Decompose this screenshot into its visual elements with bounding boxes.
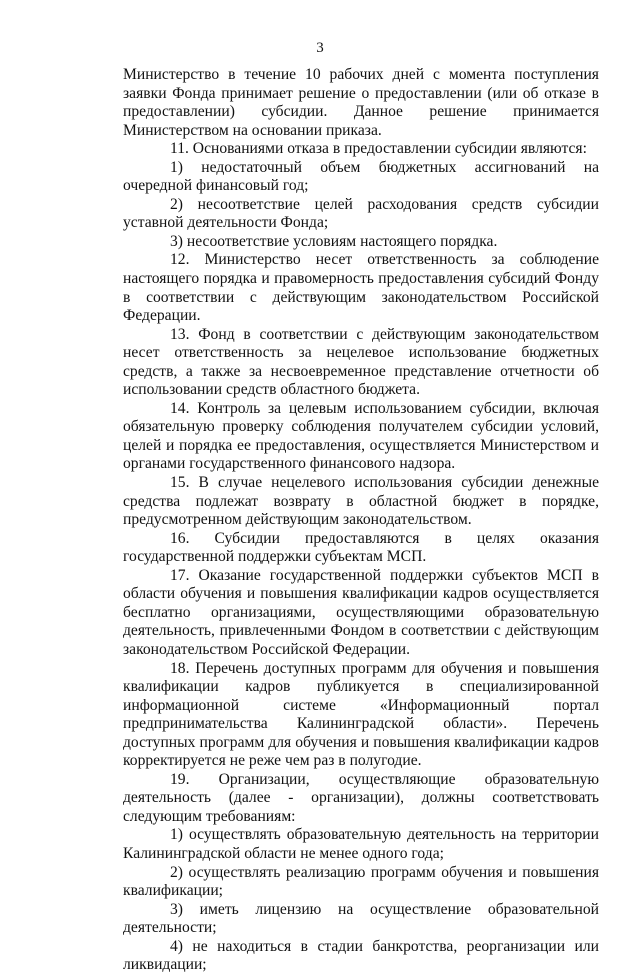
paragraph: 16. Субсидии предоставляются в целях оказания государственной поддержки субъектам МСП.: [123, 529, 599, 566]
paragraph: 3) иметь лицензию на осуществление образовательной деятельности;: [123, 900, 599, 937]
paragraph: 15. В случае нецелевого использования субсидии денежные средства подлежат возврату в областной бюджет в порядке, предусмотренном действующим законодательством.: [123, 474, 599, 529]
document-body: [123, 66, 599, 975]
paragraph: 1) недостаточный объем бюджетных ассигнований на очередной финансовый год;: [123, 158, 599, 195]
paragraph: Министерство в течение 10 рабочих дней с момента поступления заявки Фонда принимает решение о предоставлении (или об отказе в предоставлении) субсидии. Данное решение принимается Министерством на основании приказа.: [123, 66, 599, 139]
paragraph: 19. Организации, осуществляющие образовательную деятельность (далее - организации), должны соответствовать следующим требованиям:: [123, 770, 599, 825]
paragraph: 12. Министерство несет ответственность за соблюдение настоящего порядка и правомерность предоставления субсидий Фонду в соответствии с действующим законодательством Российской Федерации.: [123, 251, 599, 325]
paragraph: 13. Фонд в соответствии с действующим законодательством несет ответственность за нецелевое использование бюджетных средств, а также за несвоевременное представление отчетности об использовании средств областного бюджета.: [123, 325, 599, 399]
paragraph: 17. Оказание государственной поддержки субъектов МСП в области обучения и повышения квалификации кадров осуществляется бесплатно организациями, осуществляющими образовательную деятельность, привлеченными Фондом в соответствии с действующим законодательством Российской Федерации.: [123, 566, 599, 658]
paragraph: 14. Контроль за целевым использованием субсидии, включая обязательную проверку соблюдения получателем субсидии условий, целей и порядка ее предоставления, осуществляется Министерством и органами государственного финансового надзора.: [123, 399, 599, 473]
paragraph: 18. Перечень доступных программ для обучения и повышения квалификации кадров публикуется в специализированной информационной системе «Информационный портал предпринимательства Калининградской области». Перечень доступных программ для обучения и повышения квалификации кадров корректируется не реже чем раз в полугодие.: [123, 659, 599, 770]
page-number: 3: [316, 40, 324, 56]
paragraph: 4) не находиться в стадии банкротства, реорганизации или ликвидации;: [123, 937, 599, 974]
paragraph: 11. Основаниями отказа в предоставлении субсидии являются:: [170, 140, 587, 158]
paragraph: 2) несоответствие целей расходования средств субсидии уставной деятельности Фонда;: [123, 195, 599, 232]
paragraph: 3) несоответствие условиям настоящего порядка.: [170, 232, 498, 250]
paragraph: 1) осуществлять образовательную деятельность на территории Калининградской области не менее одного года;: [123, 826, 599, 862]
paragraph: 2) осуществлять реализацию программ обучения и повышения квалификации;: [123, 863, 599, 900]
